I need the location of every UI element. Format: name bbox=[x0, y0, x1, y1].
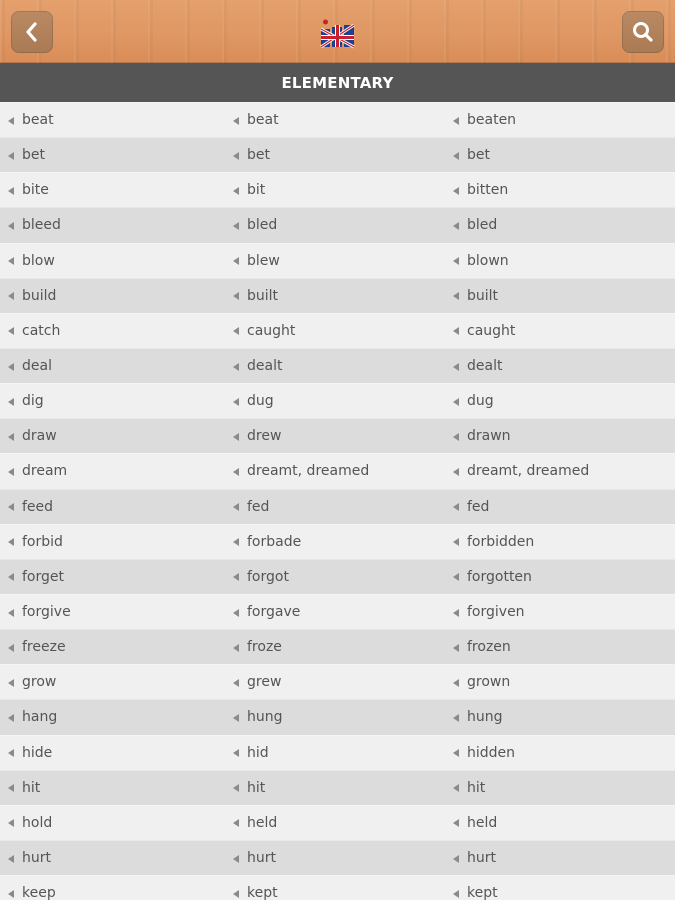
section-title-text: ELEMENTARY bbox=[281, 74, 394, 92]
speaker-icon bbox=[8, 468, 14, 476]
speaker-icon bbox=[8, 679, 14, 687]
verb-base-form-cell[interactable] bbox=[0, 569, 225, 585]
verb-past-participle-label: built bbox=[467, 287, 499, 304]
speaker-icon bbox=[233, 327, 239, 335]
verb-past-simple-cell[interactable] bbox=[225, 428, 445, 444]
verb-past-participle-label: kept bbox=[467, 885, 498, 900]
verb-past-participle-label: forbidden bbox=[467, 533, 535, 550]
speaker-icon bbox=[8, 292, 14, 300]
verb-row bbox=[0, 489, 675, 524]
verb-past-simple-label: grew bbox=[247, 674, 282, 691]
speaker-icon bbox=[233, 257, 239, 265]
verb-past-simple-cell[interactable] bbox=[225, 815, 445, 831]
verb-past-simple-cell[interactable] bbox=[225, 217, 445, 233]
speaker-icon bbox=[453, 609, 459, 617]
verb-base-form-cell[interactable] bbox=[0, 885, 225, 900]
verb-base-form-cell[interactable] bbox=[0, 288, 225, 304]
verb-past-simple-label: forgot bbox=[247, 568, 289, 585]
verb-row bbox=[0, 207, 675, 242]
speaker-icon bbox=[233, 855, 239, 863]
top-bar bbox=[0, 0, 675, 63]
verb-past-participle-cell[interactable] bbox=[445, 358, 675, 374]
verb-past-participle-label: hit bbox=[467, 779, 486, 796]
speaker-icon bbox=[233, 398, 239, 406]
verb-past-participle-label: forgotten bbox=[467, 568, 532, 585]
verb-row bbox=[0, 418, 675, 453]
verb-base-form-cell[interactable] bbox=[0, 604, 225, 620]
speaker-icon bbox=[453, 679, 459, 687]
speaker-icon bbox=[453, 433, 459, 441]
speaker-icon bbox=[233, 644, 239, 652]
verb-base-form-cell[interactable] bbox=[0, 182, 225, 198]
verb-past-participle-cell[interactable] bbox=[445, 639, 675, 655]
verb-past-participle-cell[interactable] bbox=[445, 850, 675, 866]
verb-row bbox=[0, 383, 675, 418]
speaker-icon bbox=[8, 749, 14, 757]
verb-past-participle-cell[interactable] bbox=[445, 463, 675, 479]
verb-past-simple-label: kept bbox=[247, 885, 278, 900]
verb-base-form-label: keep bbox=[22, 885, 56, 900]
verb-past-simple-label: forgave bbox=[247, 604, 301, 621]
verb-row bbox=[0, 699, 675, 734]
verb-past-participle-label: bled bbox=[467, 217, 498, 234]
speaker-icon bbox=[233, 890, 239, 898]
verb-row bbox=[0, 770, 675, 805]
verb-row bbox=[0, 594, 675, 629]
verb-past-participle-cell[interactable] bbox=[445, 323, 675, 339]
back-button[interactable] bbox=[11, 11, 53, 53]
verb-row bbox=[0, 805, 675, 840]
speaker-icon bbox=[453, 468, 459, 476]
verb-past-participle-label: dealt bbox=[467, 358, 503, 375]
verb-past-participle-cell[interactable] bbox=[445, 604, 675, 620]
verb-past-participle-cell[interactable] bbox=[445, 428, 675, 444]
verb-base-form-cell[interactable] bbox=[0, 815, 225, 831]
speaker-icon bbox=[453, 292, 459, 300]
speaker-icon bbox=[233, 749, 239, 757]
verb-past-simple-label: blew bbox=[247, 252, 280, 269]
search-icon bbox=[632, 21, 654, 43]
verb-past-simple-label: built bbox=[247, 287, 279, 304]
verb-base-form-label: bite bbox=[22, 182, 49, 199]
speaker-icon bbox=[233, 292, 239, 300]
verb-past-participle-cell[interactable] bbox=[445, 745, 675, 761]
verb-past-simple-cell[interactable] bbox=[225, 534, 445, 550]
verb-past-simple-cell[interactable] bbox=[225, 463, 445, 479]
speaker-icon bbox=[233, 152, 239, 160]
verb-past-participle-cell[interactable] bbox=[445, 815, 675, 831]
verb-past-simple-label: caught bbox=[247, 322, 296, 339]
speaker-icon bbox=[233, 222, 239, 230]
speaker-icon bbox=[233, 819, 239, 827]
speaker-icon bbox=[453, 363, 459, 371]
verb-past-simple-cell[interactable] bbox=[225, 253, 445, 269]
speaker-icon bbox=[233, 117, 239, 125]
speaker-icon bbox=[233, 609, 239, 617]
verb-base-form-cell[interactable] bbox=[0, 323, 225, 339]
verb-base-form-cell[interactable] bbox=[0, 780, 225, 796]
speaker-icon bbox=[8, 152, 14, 160]
section-title bbox=[0, 63, 675, 103]
verb-past-participle-label: hung bbox=[467, 709, 503, 726]
verb-past-simple-label: beat bbox=[247, 112, 279, 129]
verb-base-form-label: hold bbox=[22, 814, 53, 831]
speaker-icon bbox=[8, 609, 14, 617]
verb-past-participle-cell[interactable] bbox=[445, 709, 675, 725]
verb-base-form-label: forget bbox=[22, 568, 64, 585]
verb-past-participle-label: frozen bbox=[467, 639, 511, 656]
verb-past-simple-cell[interactable] bbox=[225, 780, 445, 796]
verb-base-form-label: beat bbox=[22, 112, 54, 129]
speaker-icon bbox=[233, 573, 239, 581]
chevron-left-icon bbox=[24, 22, 40, 42]
verb-base-form-cell[interactable] bbox=[0, 534, 225, 550]
speaker-icon bbox=[8, 538, 14, 546]
verb-base-form-label: blow bbox=[22, 252, 55, 269]
speaker-icon bbox=[233, 714, 239, 722]
verb-base-form-label: feed bbox=[22, 498, 54, 515]
verb-list bbox=[0, 102, 675, 900]
verb-row bbox=[0, 735, 675, 770]
verb-base-form-cell[interactable] bbox=[0, 428, 225, 444]
speaker-icon bbox=[8, 714, 14, 722]
verb-base-form-cell[interactable] bbox=[0, 499, 225, 515]
verb-base-form-label: draw bbox=[22, 428, 57, 445]
verb-past-participle-cell[interactable] bbox=[445, 147, 675, 163]
verb-row bbox=[0, 453, 675, 488]
verb-past-simple-label: held bbox=[247, 814, 278, 831]
verb-past-simple-label: fed bbox=[247, 498, 270, 515]
verb-past-simple-label: dealt bbox=[247, 358, 283, 375]
verb-past-simple-cell[interactable] bbox=[225, 674, 445, 690]
speaker-icon bbox=[8, 187, 14, 195]
verb-past-participle-label: fed bbox=[467, 498, 490, 515]
verb-past-participle-cell[interactable] bbox=[445, 499, 675, 515]
verb-base-form-label: build bbox=[22, 287, 57, 304]
verb-past-simple-label: bet bbox=[247, 147, 270, 164]
app-logo bbox=[319, 17, 356, 49]
verb-past-simple-cell[interactable] bbox=[225, 499, 445, 515]
verb-base-form-cell[interactable] bbox=[0, 709, 225, 725]
speaker-icon bbox=[453, 117, 459, 125]
speaker-icon bbox=[453, 890, 459, 898]
verb-past-simple-cell[interactable] bbox=[225, 639, 445, 655]
verb-past-simple-label: hid bbox=[247, 744, 269, 761]
verb-base-form-cell[interactable] bbox=[0, 745, 225, 761]
verb-row bbox=[0, 840, 675, 875]
verb-past-participle-cell[interactable] bbox=[445, 885, 675, 900]
speaker-icon bbox=[453, 749, 459, 757]
verb-past-participle-cell[interactable] bbox=[445, 182, 675, 198]
verb-past-participle-cell[interactable] bbox=[445, 112, 675, 128]
verb-base-form-cell[interactable] bbox=[0, 639, 225, 655]
verb-row bbox=[0, 348, 675, 383]
speaker-icon bbox=[233, 363, 239, 371]
verb-past-simple-cell[interactable] bbox=[225, 745, 445, 761]
speaker-icon bbox=[453, 714, 459, 722]
speaker-icon bbox=[453, 398, 459, 406]
verb-past-simple-cell[interactable] bbox=[225, 358, 445, 374]
verb-past-simple-label: hung bbox=[247, 709, 283, 726]
verb-base-form-cell[interactable] bbox=[0, 217, 225, 233]
verb-past-participle-cell[interactable] bbox=[445, 534, 675, 550]
verb-past-participle-label: beaten bbox=[467, 112, 517, 129]
verb-base-form-cell[interactable] bbox=[0, 112, 225, 128]
verb-base-form-cell[interactable] bbox=[0, 463, 225, 479]
verb-past-participle-label: held bbox=[467, 814, 498, 831]
verb-row bbox=[0, 102, 675, 137]
verb-base-form-cell[interactable] bbox=[0, 674, 225, 690]
verb-base-form-label: dream bbox=[22, 463, 68, 480]
verb-base-form-label: hurt bbox=[22, 850, 51, 867]
speaker-icon bbox=[453, 152, 459, 160]
verb-past-participle-label: dug bbox=[467, 393, 494, 410]
verb-past-simple-cell[interactable] bbox=[225, 569, 445, 585]
verb-base-form-label: hang bbox=[22, 709, 58, 726]
verb-past-simple-cell[interactable] bbox=[225, 709, 445, 725]
verb-past-participle-cell[interactable] bbox=[445, 217, 675, 233]
verb-row bbox=[0, 875, 675, 900]
verb-past-simple-label: hurt bbox=[247, 850, 276, 867]
verb-base-form-label: grow bbox=[22, 674, 57, 691]
verb-past-participle-cell[interactable] bbox=[445, 674, 675, 690]
speaker-icon bbox=[453, 855, 459, 863]
speaker-icon bbox=[8, 327, 14, 335]
verb-row bbox=[0, 524, 675, 559]
verb-past-simple-cell[interactable] bbox=[225, 112, 445, 128]
verb-row bbox=[0, 137, 675, 172]
verb-row bbox=[0, 664, 675, 699]
verb-past-participle-label: dreamt, dreamed bbox=[467, 463, 590, 480]
speaker-icon bbox=[453, 819, 459, 827]
speaker-icon bbox=[233, 433, 239, 441]
speaker-icon bbox=[453, 573, 459, 581]
verb-past-participle-label: bet bbox=[467, 147, 490, 164]
verb-past-simple-label: dreamt, dreamed bbox=[247, 463, 370, 480]
speaker-icon bbox=[233, 187, 239, 195]
speaker-icon bbox=[8, 222, 14, 230]
verb-base-form-cell[interactable] bbox=[0, 358, 225, 374]
verb-base-form-cell[interactable] bbox=[0, 147, 225, 163]
speaker-icon bbox=[8, 855, 14, 863]
verb-base-form-label: deal bbox=[22, 358, 52, 375]
verb-past-participle-label: forgiven bbox=[467, 604, 525, 621]
verb-row bbox=[0, 313, 675, 348]
verb-past-simple-cell[interactable] bbox=[225, 604, 445, 620]
verb-row bbox=[0, 559, 675, 594]
speaker-icon bbox=[8, 433, 14, 441]
verb-row bbox=[0, 172, 675, 207]
verb-base-form-cell[interactable] bbox=[0, 393, 225, 409]
verb-past-participle-label: grown bbox=[467, 674, 511, 691]
verb-past-simple-label: bled bbox=[247, 217, 278, 234]
speaker-icon bbox=[8, 819, 14, 827]
speaker-icon bbox=[453, 327, 459, 335]
verb-past-simple-label: dug bbox=[247, 393, 274, 410]
verb-past-simple-cell[interactable] bbox=[225, 147, 445, 163]
speaker-icon bbox=[453, 257, 459, 265]
speaker-icon bbox=[233, 538, 239, 546]
verb-base-form-label: bet bbox=[22, 147, 45, 164]
verb-past-participle-cell[interactable] bbox=[445, 780, 675, 796]
speaker-icon bbox=[233, 468, 239, 476]
speaker-icon bbox=[233, 784, 239, 792]
speaker-icon bbox=[233, 503, 239, 511]
verb-past-simple-label: hit bbox=[247, 779, 266, 796]
verb-past-participle-cell[interactable] bbox=[445, 569, 675, 585]
verb-row bbox=[0, 629, 675, 664]
verb-past-simple-label: froze bbox=[247, 639, 282, 656]
verb-past-simple-label: bit bbox=[247, 182, 266, 199]
speaker-icon bbox=[8, 117, 14, 125]
search-button[interactable] bbox=[622, 11, 664, 53]
verb-row bbox=[0, 278, 675, 313]
verb-base-form-cell[interactable] bbox=[0, 253, 225, 269]
verb-past-participle-cell[interactable] bbox=[445, 253, 675, 269]
verb-base-form-label: forgive bbox=[22, 604, 71, 621]
speaker-icon bbox=[8, 890, 14, 898]
speaker-icon bbox=[453, 644, 459, 652]
verb-past-participle-cell[interactable] bbox=[445, 393, 675, 409]
verb-past-simple-label: drew bbox=[247, 428, 282, 445]
verb-base-form-label: hide bbox=[22, 744, 53, 761]
verb-base-form-label: forbid bbox=[22, 533, 63, 550]
verb-past-simple-cell[interactable] bbox=[225, 182, 445, 198]
verb-past-simple-cell[interactable] bbox=[225, 323, 445, 339]
verb-base-form-cell[interactable] bbox=[0, 850, 225, 866]
speaker-icon bbox=[453, 538, 459, 546]
verb-base-form-label: dig bbox=[22, 393, 44, 410]
speaker-icon bbox=[453, 784, 459, 792]
speaker-icon bbox=[8, 503, 14, 511]
speaker-icon bbox=[453, 187, 459, 195]
verb-past-participle-label: blown bbox=[467, 252, 509, 269]
speaker-icon bbox=[8, 573, 14, 581]
verb-past-participle-label: drawn bbox=[467, 428, 511, 445]
speaker-icon bbox=[8, 398, 14, 406]
verb-past-simple-label: forbade bbox=[247, 533, 302, 550]
verb-base-form-label: bleed bbox=[22, 217, 61, 234]
verb-past-participle-label: caught bbox=[467, 322, 516, 339]
verb-past-simple-cell[interactable] bbox=[225, 288, 445, 304]
verb-row bbox=[0, 243, 675, 278]
verb-past-simple-cell[interactable] bbox=[225, 393, 445, 409]
speaker-icon bbox=[8, 644, 14, 652]
speaker-icon bbox=[453, 503, 459, 511]
verb-past-participle-label: bitten bbox=[467, 182, 509, 199]
speaker-icon bbox=[8, 257, 14, 265]
speaker-icon bbox=[453, 222, 459, 230]
verb-base-form-label: catch bbox=[22, 322, 61, 339]
verb-base-form-label: freeze bbox=[22, 639, 66, 656]
verb-past-participle-label: hurt bbox=[467, 850, 496, 867]
verb-base-form-label: hit bbox=[22, 779, 41, 796]
verb-past-simple-cell[interactable] bbox=[225, 885, 445, 900]
speaker-icon bbox=[233, 679, 239, 687]
verb-past-participle-cell[interactable] bbox=[445, 288, 675, 304]
speaker-icon bbox=[8, 363, 14, 371]
verb-past-simple-cell[interactable] bbox=[225, 850, 445, 866]
speaker-icon bbox=[8, 784, 14, 792]
verb-past-participle-label: hidden bbox=[467, 744, 516, 761]
